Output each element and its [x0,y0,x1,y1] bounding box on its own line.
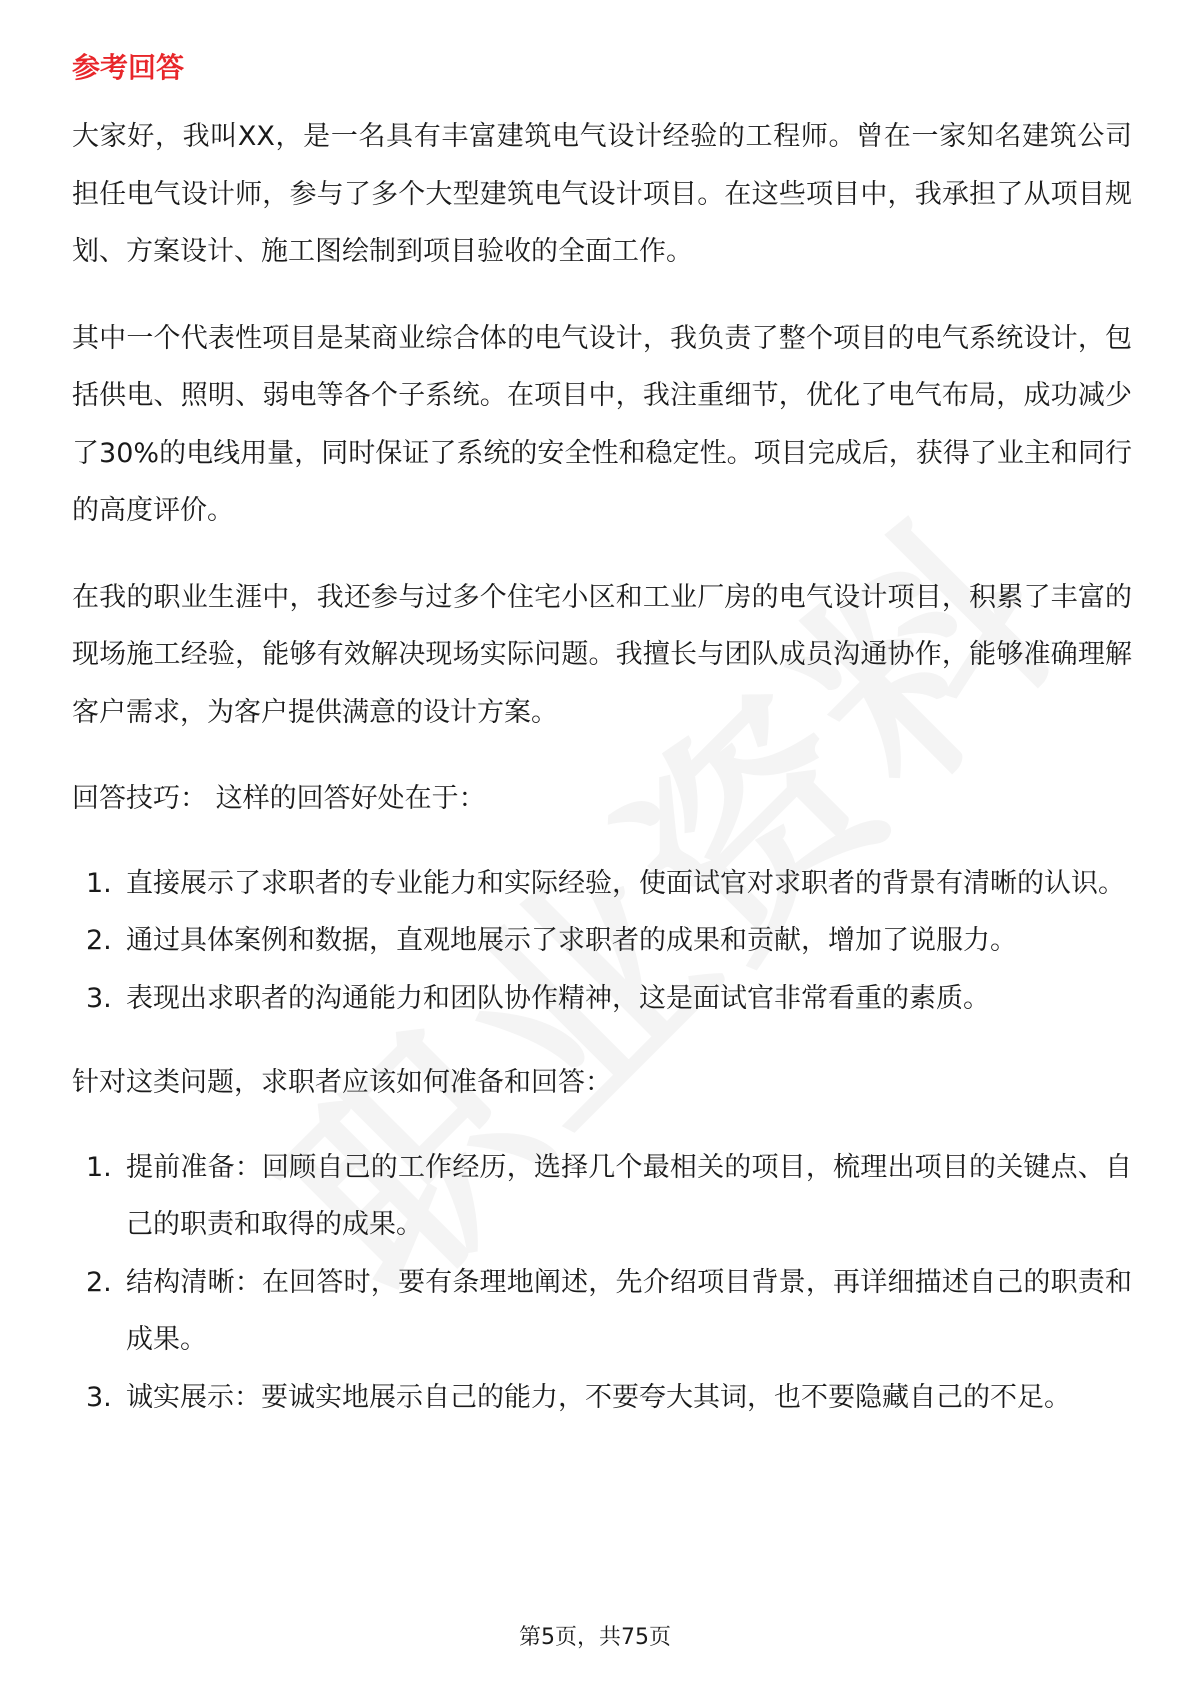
list-text: 表现出求职者的沟通能力和团队协作精神，这是面试官非常看重的素质。 [126,982,990,1014]
prep-list [72,1139,1132,1427]
list-text: 结构清晰：在回答时，要有条理地阐述，先介绍项目背景，再详细描述自己的职责和成果。 [126,1266,1132,1355]
list-item [72,855,1132,913]
tips-list [72,855,1132,1028]
list-number: 2. [86,1266,112,1298]
page-footer: 第5页，共75页 [519,1625,671,1650]
list-number: 3. [86,1381,112,1413]
document-content [72,48,1132,1453]
list-text: 诚实展示：要诚实地展示自己的能力，不要夸大其词，也不要隐藏自己的不足。 [126,1381,1071,1413]
tips-intro: 回答技巧： 这样的回答好处在于： [72,783,486,814]
list-text: 通过具体案例和数据，直观地展示了求职者的成果和贡献，增加了说服力。 [126,925,1017,956]
paragraph-project: 其中一个代表性项目是某商业综合体的电气设计，我负责了整个项目的电气系统设计，包括供电、照明、弱电等各个子系统。在项目中，我注重细节，优化了电气布局，成功减少了30%的电线用量，同时保证了系统的安全性和稳定性。项目完成后，获得了业主和同行的高度评价。 [72,322,1132,526]
list-item [72,970,1132,1028]
list-item [72,912,1132,970]
section-heading: 参考回答 [72,51,185,84]
list-number: 1. [86,1151,112,1183]
list-item [72,1254,1132,1369]
list-number: 3. [86,982,112,1014]
paragraph-intro: 大家好，我叫XX，是一名具有丰富建筑电气设计经验的工程师。曾在一家知名建筑公司担任电气设计师，参与了多个大型建筑电气设计项目。在这些项目中，我承担了从项目规划、方案设计、施工图绘制到项目验收的全面工作。 [72,121,1132,267]
list-item [72,1369,1132,1427]
paragraph-career: 在我的职业生涯中，我还参与过多个住宅小区和工业厂房的电气设计项目，积累了丰富的现场施工经验，能够有效解决现场实际问题。我擅长与团队成员沟通协作，能够准确理解客户需求，为客户提供满意的设计方案。 [72,581,1132,728]
list-item [72,1139,1132,1254]
list-text: 提前准备：回顾自己的工作经历，选择几个最相关的项目，梳理出项目的关键点、自己的职责和取得的成果。 [126,1151,1132,1240]
prep-intro: 针对这类问题，求职者应该如何准备和回答： [72,1067,612,1098]
list-text: 直接展示了求职者的专业能力和实际经验，使面试官对求职者的背景有清晰的认识。 [126,867,1125,899]
list-number: 2. [86,925,112,956]
list-number: 1. [86,867,112,899]
